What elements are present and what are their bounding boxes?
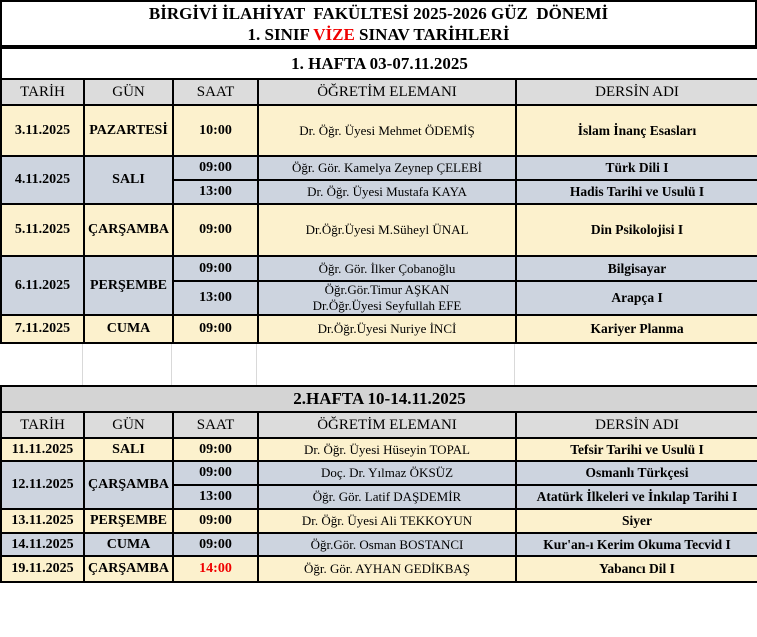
week2-band-label: 2.HAFTA 10-14.11.2025 bbox=[1, 386, 757, 412]
time-cell: 09:00 bbox=[173, 461, 258, 485]
bottom-whitespace bbox=[0, 583, 757, 627]
day-cell: SALI bbox=[84, 438, 173, 461]
col-header-saat: SAAT bbox=[173, 412, 258, 438]
day-cell: PAZARTESİ bbox=[84, 105, 173, 156]
schedule-row bbox=[1, 256, 757, 281]
col-header-gun: GÜN bbox=[84, 412, 173, 438]
instructor-line-1: Öğr.Gör.Timur AŞKAN bbox=[324, 282, 450, 297]
schedule-row bbox=[1, 533, 757, 556]
grid-line bbox=[256, 344, 257, 385]
time-cell: 13:00 bbox=[173, 281, 258, 315]
time-cell: 10:00 bbox=[173, 105, 258, 156]
date-cell: 19.11.2025 bbox=[1, 556, 84, 582]
course-cell: Atatürk İlkeleri ve İnkılap Tarihi I bbox=[516, 485, 757, 509]
grid-line bbox=[171, 344, 172, 385]
instructor-cell: Doç. Dr. Yılmaz ÖKSÜZ bbox=[258, 461, 516, 485]
instructor-line-2: Dr.Öğr.Üyesi Seyfullah EFE bbox=[312, 298, 462, 313]
grid-line bbox=[82, 344, 83, 385]
day-cell: ÇARŞAMBA bbox=[84, 461, 173, 509]
table-gap bbox=[0, 344, 757, 385]
title-line2-prefix: 1. SINIF bbox=[247, 24, 314, 44]
col-header-ogretim-elemani: ÖĞRETİM ELEMANI bbox=[258, 412, 516, 438]
schedule-row bbox=[1, 105, 757, 156]
col-header-tarih: TARİH bbox=[1, 412, 84, 438]
week2-header-row bbox=[1, 412, 757, 438]
course-cell: İslam İnanç Esasları bbox=[516, 105, 757, 156]
day-cell: CUMA bbox=[84, 315, 173, 343]
course-cell: Din Psikolojisi I bbox=[516, 204, 757, 256]
time-cell-highlighted: 14:00 bbox=[173, 556, 258, 582]
time-cell: 09:00 bbox=[173, 204, 258, 256]
instructor-cell: Dr. Öğr. Üyesi Mustafa KAYA bbox=[258, 180, 516, 204]
instructor-cell: Öğr.Gör. Osman BOSTANCI bbox=[258, 533, 516, 556]
time-cell: 13:00 bbox=[173, 180, 258, 204]
week1-band bbox=[1, 48, 757, 79]
time-cell: 13:00 bbox=[173, 485, 258, 509]
week2-band bbox=[1, 386, 757, 412]
schedule-row bbox=[1, 156, 757, 180]
page-title bbox=[0, 0, 757, 47]
course-cell: Türk Dili I bbox=[516, 156, 757, 180]
day-cell: PERŞEMBE bbox=[84, 509, 173, 533]
time-cell: 09:00 bbox=[173, 256, 258, 281]
day-cell: SALI bbox=[84, 156, 173, 204]
date-cell: 5.11.2025 bbox=[1, 204, 84, 256]
course-cell: Hadis Tarihi ve Usulü I bbox=[516, 180, 757, 204]
col-header-ogretim-elemani: ÖĞRETİM ELEMANI bbox=[258, 79, 516, 105]
col-header-dersin-adi: DERSİN ADI bbox=[516, 79, 757, 105]
course-cell: Siyer bbox=[516, 509, 757, 533]
instructor-cell: Dr. Öğr. Üyesi Mehmet ÖDEMİŞ bbox=[258, 105, 516, 156]
time-cell: 09:00 bbox=[173, 156, 258, 180]
course-cell: Tefsir Tarihi ve Usulü I bbox=[516, 438, 757, 461]
col-header-tarih: TARİH bbox=[1, 79, 84, 105]
day-cell: CUMA bbox=[84, 533, 173, 556]
course-cell: Kariyer Planma bbox=[516, 315, 757, 343]
schedule-row bbox=[1, 438, 757, 461]
grid-line bbox=[514, 344, 515, 385]
schedule-row bbox=[1, 204, 757, 256]
instructor-cell bbox=[258, 281, 516, 315]
day-cell: PERŞEMBE bbox=[84, 256, 173, 315]
week1-header-row bbox=[1, 79, 757, 105]
schedule-row bbox=[1, 509, 757, 533]
instructor-cell: Öğr. Gör. AYHAN GEDİKBAŞ bbox=[258, 556, 516, 582]
week1-band-label: 1. HAFTA 03-07.11.2025 bbox=[1, 48, 757, 79]
instructor-cell: Dr. Öğr. Üyesi Ali TEKKOYUN bbox=[258, 509, 516, 533]
date-cell: 11.11.2025 bbox=[1, 438, 84, 461]
col-header-saat: SAAT bbox=[173, 79, 258, 105]
instructor-cell: Dr.Öğr.Üyesi M.Süheyl ÜNAL bbox=[258, 204, 516, 256]
time-cell: 09:00 bbox=[173, 438, 258, 461]
time-cell: 09:00 bbox=[173, 509, 258, 533]
course-cell: Arapça I bbox=[516, 281, 757, 315]
time-cell: 09:00 bbox=[173, 533, 258, 556]
day-cell: ÇARŞAMBA bbox=[84, 556, 173, 582]
schedule-row bbox=[1, 556, 757, 582]
course-cell: Yabancı Dil I bbox=[516, 556, 757, 582]
instructor-cell: Öğr. Gör. İlker Çobanoğlu bbox=[258, 256, 516, 281]
date-cell: 4.11.2025 bbox=[1, 156, 84, 204]
date-cell: 3.11.2025 bbox=[1, 105, 84, 156]
title-line-1: BİRGİVİ İLAHİYAT FAKÜLTESİ 2025-2026 GÜZ DÖNEMİ bbox=[148, 3, 609, 23]
date-cell: 12.11.2025 bbox=[1, 461, 84, 509]
vize-highlight: VİZE bbox=[313, 24, 355, 44]
date-cell: 14.11.2025 bbox=[1, 533, 84, 556]
col-header-dersin-adi: DERSİN ADI bbox=[516, 412, 757, 438]
time-cell: 09:00 bbox=[173, 315, 258, 343]
title-line2-suffix: SINAV TARİHLERİ bbox=[354, 24, 510, 44]
col-header-gun: GÜN bbox=[84, 79, 173, 105]
instructor-cell: Dr. Öğr. Üyesi Hüseyin TOPAL bbox=[258, 438, 516, 461]
title-line-2 bbox=[2, 24, 755, 45]
date-cell: 13.11.2025 bbox=[1, 509, 84, 533]
course-cell: Bilgisayar bbox=[516, 256, 757, 281]
course-cell: Osmanlı Türkçesi bbox=[516, 461, 757, 485]
instructor-cell: Dr.Öğr.Üyesi Nuriye İNCİ bbox=[258, 315, 516, 343]
instructor-cell: Öğr. Gör. Kamelya Zeynep ÇELEBİ bbox=[258, 156, 516, 180]
date-cell: 7.11.2025 bbox=[1, 315, 84, 343]
day-cell: ÇARŞAMBA bbox=[84, 204, 173, 256]
schedule-row bbox=[1, 461, 757, 485]
date-cell: 6.11.2025 bbox=[1, 256, 84, 315]
instructor-cell: Öğr. Gör. Latif DAŞDEMİR bbox=[258, 485, 516, 509]
week2-table bbox=[0, 385, 757, 583]
course-cell: Kur'an-ı Kerim Okuma Tecvid I bbox=[516, 533, 757, 556]
week1-table bbox=[0, 47, 757, 344]
schedule-row bbox=[1, 315, 757, 343]
